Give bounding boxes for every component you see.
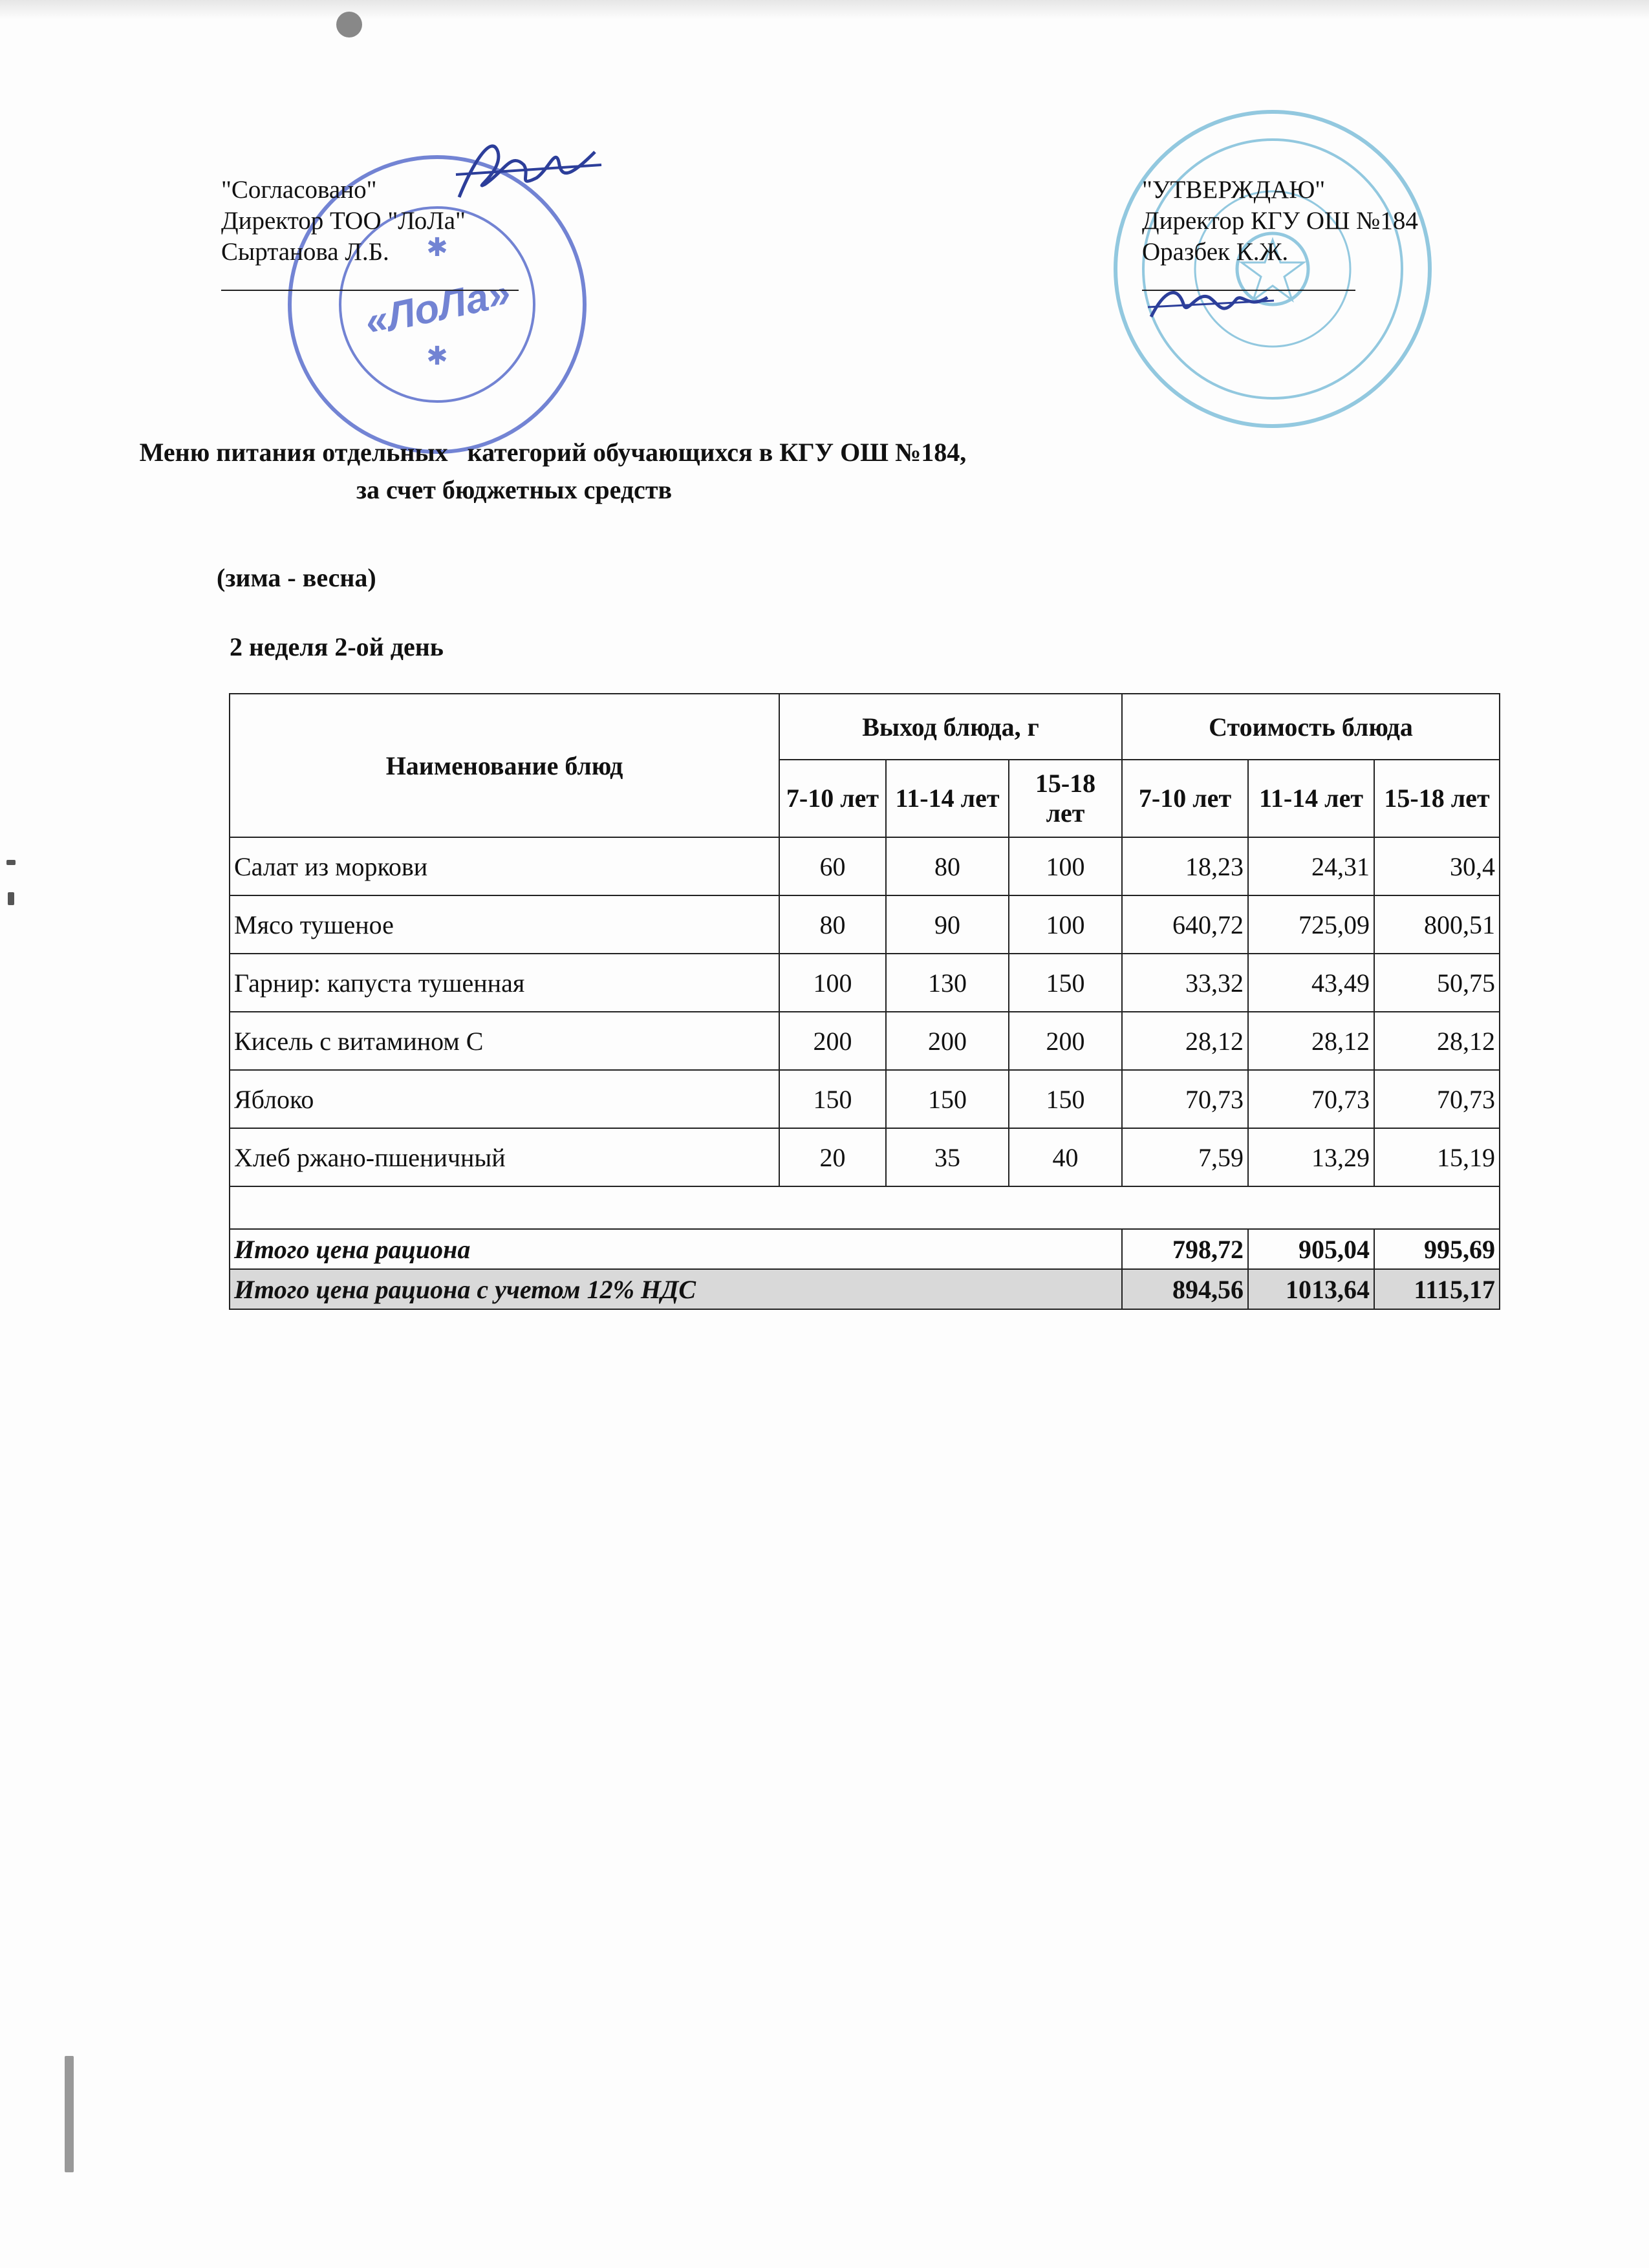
total-label: Итого цена рациона — [230, 1229, 1122, 1269]
dish-yield: 20 — [779, 1128, 886, 1186]
dish-yield: 100 — [1009, 895, 1122, 954]
header-dish-name: Наименование блюд — [230, 694, 779, 837]
approval-title: "Согласовано" — [221, 176, 377, 204]
table-row — [230, 895, 1500, 954]
dish-cost: 640,72 — [1122, 895, 1248, 954]
dish-cost: 70,73 — [1374, 1070, 1500, 1128]
dish-yield: 200 — [886, 1012, 1009, 1070]
dish-yield: 80 — [779, 895, 886, 954]
total-vat-value: 894,56 — [1122, 1269, 1248, 1309]
dish-cost: 70,73 — [1122, 1070, 1248, 1128]
dish-yield: 200 — [779, 1012, 886, 1070]
dish-yield: 80 — [886, 837, 1009, 895]
total-value: 905,04 — [1248, 1229, 1374, 1269]
dish-name: Яблоко — [230, 1070, 779, 1128]
approval-block-left — [221, 175, 519, 291]
table-row — [230, 1128, 1500, 1186]
dish-cost: 43,49 — [1248, 954, 1374, 1012]
svg-text:✱: ✱ — [426, 233, 448, 262]
table-row — [230, 954, 1500, 1012]
header-age-group: 15-18 лет — [1374, 760, 1500, 837]
dish-yield: 60 — [779, 837, 886, 895]
dish-cost: 28,12 — [1122, 1012, 1248, 1070]
total-value: 995,69 — [1374, 1229, 1500, 1269]
dish-cost: 28,12 — [1374, 1012, 1500, 1070]
scan-speck — [6, 860, 16, 865]
dish-yield: 90 — [886, 895, 1009, 954]
header-age-group: 11-14 лет — [1248, 760, 1374, 837]
header-cost: Стоимость блюда — [1122, 694, 1500, 760]
dish-name: Гарнир: капуста тушенная — [230, 954, 779, 1012]
dish-cost: 800,51 — [1374, 895, 1500, 954]
scan-edge — [0, 0, 1649, 19]
total-value: 798,72 — [1122, 1229, 1248, 1269]
scan-speck — [65, 2056, 74, 2172]
dish-cost: 7,59 — [1122, 1128, 1248, 1186]
dish-yield: 150 — [779, 1070, 886, 1128]
document-subtitle: за счет бюджетных средств — [356, 475, 673, 504]
dish-cost: 13,29 — [1248, 1128, 1374, 1186]
header-age-group: 11-14 лет — [886, 760, 1009, 837]
scan-speck — [8, 892, 14, 905]
total-row — [230, 1229, 1500, 1269]
signature-line — [221, 268, 519, 291]
dish-yield: 150 — [1009, 954, 1122, 1012]
svg-text:«ЛоЛа»: «ЛоЛа» — [361, 270, 515, 345]
dish-yield: 150 — [886, 1070, 1009, 1128]
document-title: Меню питания отдельных категорий обучающихся в КГУ ОШ №184, — [139, 438, 967, 467]
approval-title: "УТВЕРЖДАЮ" — [1142, 176, 1326, 204]
approval-person: Сыртанова Л.Б. — [221, 238, 389, 266]
week-day-label: 2 неделя 2-ой день — [230, 632, 444, 661]
signature-line — [1142, 268, 1355, 291]
dish-yield: 130 — [886, 954, 1009, 1012]
dish-cost: 50,75 — [1374, 954, 1500, 1012]
header-age-group: 7-10 лет — [1122, 760, 1248, 837]
header-age-group: 7-10 лет — [779, 760, 886, 837]
empty-cell — [230, 1186, 1500, 1229]
menu-table — [229, 693, 1500, 1310]
season-label: (зима - весна) — [217, 563, 376, 592]
total-vat-value: 1013,64 — [1248, 1269, 1374, 1309]
dish-name: Мясо тушеное — [230, 895, 779, 954]
table-row — [230, 837, 1500, 895]
dish-cost: 24,31 — [1248, 837, 1374, 895]
approval-position: Директор КГУ ОШ №184 — [1142, 207, 1418, 235]
dish-cost: 725,09 — [1248, 895, 1374, 954]
table-row — [230, 1070, 1500, 1128]
dish-cost: 28,12 — [1248, 1012, 1374, 1070]
total-vat-row — [230, 1269, 1500, 1309]
dish-yield: 150 — [1009, 1070, 1122, 1128]
dish-yield: 35 — [886, 1128, 1009, 1186]
dish-cost: 70,73 — [1248, 1070, 1374, 1128]
header-age-group: 15-18 лет — [1009, 760, 1122, 837]
dish-yield: 100 — [1009, 837, 1122, 895]
table-row — [230, 1012, 1500, 1070]
approval-position: Директор ТОО "ЛоЛа" — [221, 207, 466, 235]
svg-text:✱: ✱ — [426, 342, 448, 370]
dish-name: Кисель с витамином С — [230, 1012, 779, 1070]
total-vat-value: 1115,17 — [1374, 1269, 1500, 1309]
dish-cost: 33,32 — [1122, 954, 1248, 1012]
scan-speck — [336, 12, 362, 37]
dish-yield: 100 — [779, 954, 886, 1012]
dish-yield: 200 — [1009, 1012, 1122, 1070]
dish-cost: 15,19 — [1374, 1128, 1500, 1186]
approval-block-right — [1142, 175, 1418, 291]
dish-yield: 40 — [1009, 1128, 1122, 1186]
dish-name: Хлеб ржано-пшеничный — [230, 1128, 779, 1186]
dish-cost: 18,23 — [1122, 837, 1248, 895]
empty-row — [230, 1186, 1500, 1229]
dish-cost: 30,4 — [1374, 837, 1500, 895]
approval-person: Оразбек К.Ж. — [1142, 238, 1289, 266]
total-vat-label: Итого цена рациона с учетом 12% НДС — [230, 1269, 1122, 1309]
header-yield: Выход блюда, г — [779, 694, 1122, 760]
dish-name: Салат из моркови — [230, 837, 779, 895]
